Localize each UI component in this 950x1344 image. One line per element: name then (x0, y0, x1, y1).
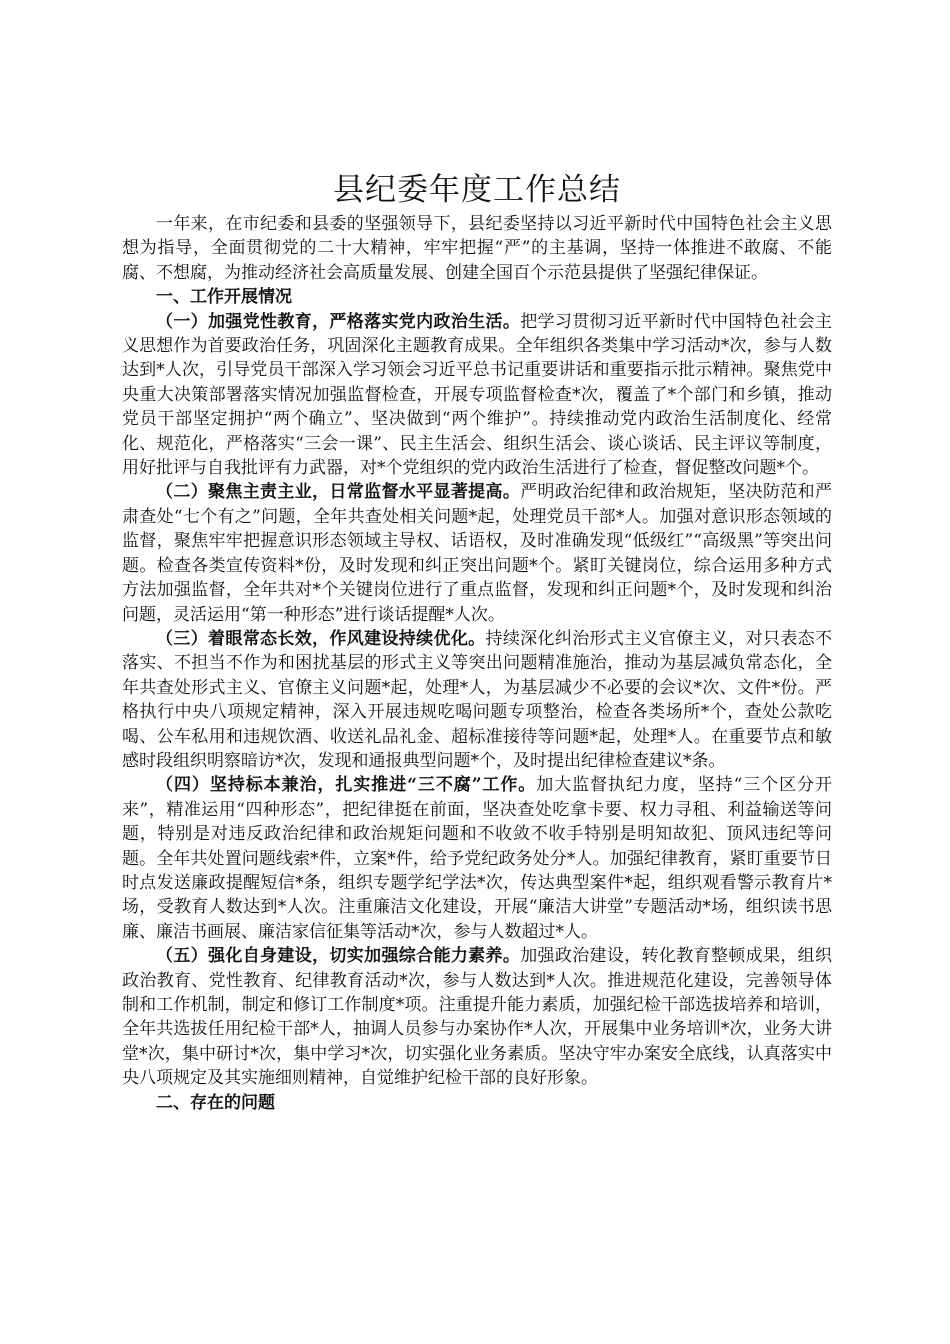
work-item-1-lead: （一）加强党性教育，严格落实党内政治生活。 (156, 311, 521, 332)
work-item-5-body: 加强政治建设，转化教育整顿成果，组织政治教育、党性教育、纪律教育活动*次，参与人数达到*人次。推进规范化建设，完善领导体制和工作机制，制定和修订工作制度*项。注重提升能力素质，加强纪检干部选拔培养和培训，全年共选拔任用纪检干部*人，抽调人员参与办案协作*人次，开展集中业务培训*次，业务大讲堂*次，集中研讨*次，集中学习*次，切实强化业务素质。坚决守牢办案安全底线，认真落实中央八项规定及其实施细则精神，自觉维护纪检干部的良好形象。 (122, 946, 833, 1089)
work-item-4 (122, 773, 832, 944)
work-item-5-lead: （五）强化自身建设，切实加强综合能力素养。 (156, 946, 521, 967)
section-heading-problems: 二、存在的问题 (156, 1092, 275, 1113)
work-item-5 (122, 944, 832, 1090)
work-item-4-lead: （四）坚持标本兼治，扎实推进“三不腐”工作。 (156, 775, 537, 796)
work-item-3 (122, 627, 832, 773)
section-heading-work: 一、工作开展情况 (156, 287, 292, 308)
work-item-2 (122, 480, 832, 626)
work-item-2-body: 严明政治纪律和政治规矩，坚决防范和严肃查处“七个有之”问题，全年共查处相关问题*起，处理党员干部*人。加强对意识形态领域的监督，聚焦牢牢把握意识形态领域主导权、话语权，及时准确发现“低级红”“高级黑”等突出问题。检查各类宣传资料*份，及时发现和纠正突出问题*个。紧盯关键岗位，综合运用多种方式方法加强监督，全年共对*个关键岗位进行了重点监督，发现和纠正问题*个，及时发现和纠治问题，灵活运用“第一种形态”进行谈话提醒*人次。 (122, 482, 833, 625)
work-item-3-lead: （三）着眼常态长效，作风建设持续优化。 (156, 628, 486, 649)
work-item-2-lead: （二）聚焦主责主业，日常监督水平显著提高。 (156, 482, 521, 503)
document-page (122, 168, 832, 1115)
work-item-1 (122, 310, 832, 481)
work-item-4-body: 加大监督执纪力度，坚持“三个区分开来”，精准运用“四种形态”，把纪律挺在前面，坚决查处吃拿卡要、权力寻租、利益输送等问题，特别是对违反政治纪律和政治规矩问题和不收敛不收手特别是明知故犯、顶风违纪等问题。全年共处置问题线索*件，立案*件，给予党纪政务处分*人。加强纪律教育，紧盯重要节日时点发送廉政提醒短信*条，组织专题学纪学法*次，传达典型案件*起，组织观看警示教育片*场，受教育人数达到*人次。注重廉洁文化建设，开展“廉洁大讲堂”专题活动*场，组织读书思廉、廉洁书画展、廉洁家信征集等活动*次，参与人数超过*人。 (122, 775, 832, 942)
work-item-3-body: 持续深化纠治形式主义官僚主义，对只表态不落实、不担当不作为和困扰基层的形式主义等突出问题精准施治，推动为基层减负常态化，全年共查处形式主义、官僚主义问题*起，处理*人，为基层减少不必要的会议*次、文件*份。严格执行中央八项规定精神，深入开展违规吃喝问题专项整治，检查各类场所*个，查处公款吃喝、公车私用和违规饮酒、收送礼品礼金、超标准接待等问题*起，处理*人。在重要节点和敏感时段组织明察暗访*次，发现和通报典型问题*个，及时提出纪律检查建议*条。 (122, 628, 832, 771)
work-item-1-body: 把学习贯彻习近平新时代中国特色社会主义思想作为首要政治任务，巩固深化主题教育成果。全年组织各类集中学习活动*次，参与人数达到*人次，引导党员干部深入学习领会习近平总书记重要讲话和重要指示批示精神。聚焦党中央重大决策部署落实情况加强监督检查，开展专项监督检查*次，覆盖了*个部门和乡镇，推动党员干部坚定拥护“两个确立”、坚决做到“两个维护”。持续推动党内政治生活制度化、经常化、规范化，严格落实“三会一课”、民主生活会、组织生活会、谈心谈话、民主评议等制度，用好批评与自我批评有力武器，对*个党组织的党内政治生活进行了检查，督促整改问题*个。 (122, 311, 833, 479)
document-title: 县纪委年度工作总结 (333, 172, 621, 208)
intro-paragraph: 一年来，在市纪委和县委的坚强领导下，县纪委坚持以习近平新时代中国特色社会主义思想为指导，全面贯彻党的二十大精神，牢牢把握“严”的主基调，坚持一体推进不敢腐、不能腐、不想腐，为推动经济社会高质量发展、创建全国百个示范县提供了坚强纪律保证。 (122, 214, 832, 283)
